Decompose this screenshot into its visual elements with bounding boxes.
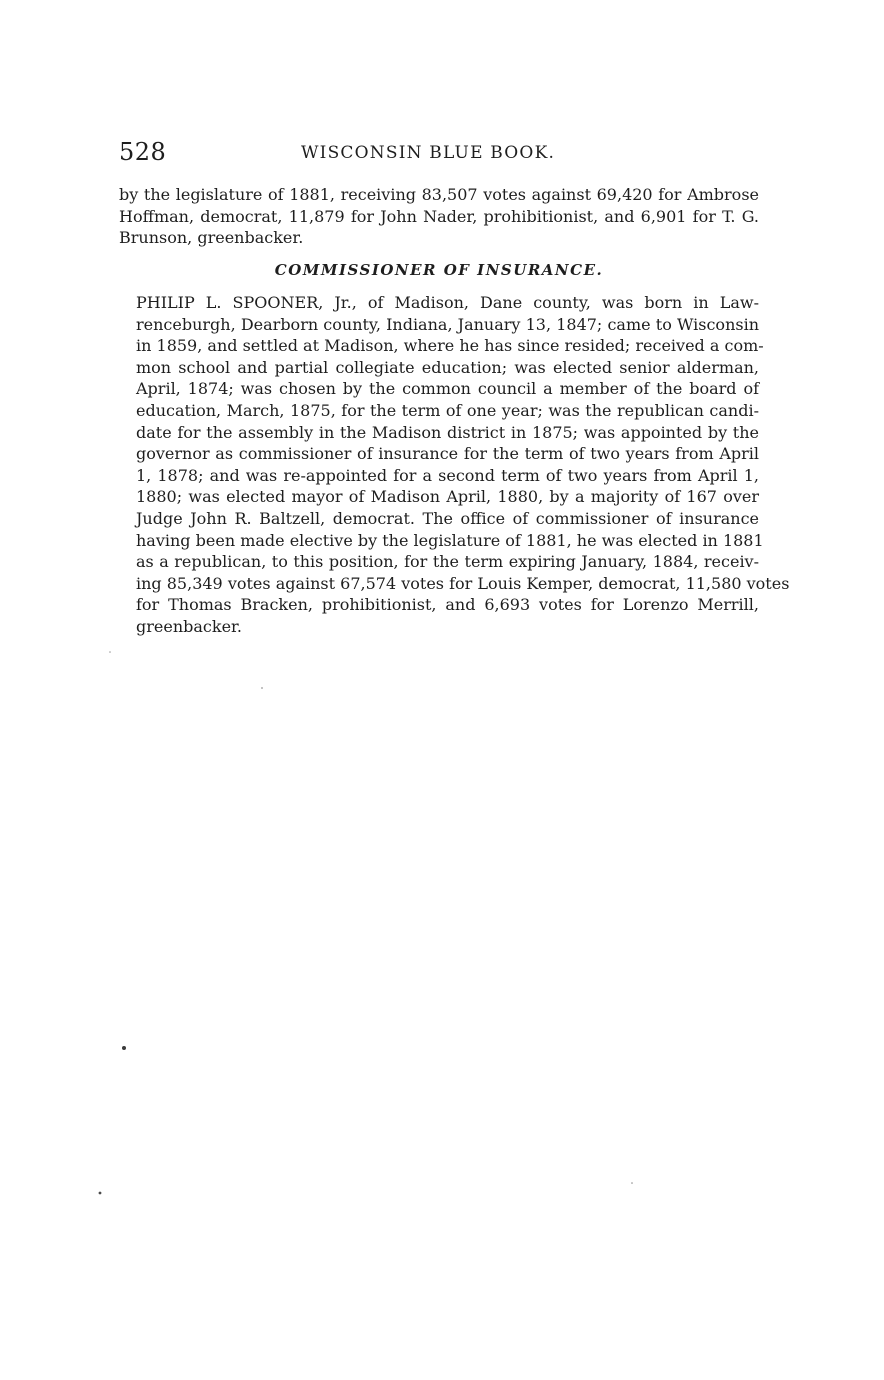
continued-paragraph — [119, 184, 759, 249]
paragraph-line: education, March, 1875, for the term of one year; was the republican candi- — [136, 400, 759, 420]
page-number: 528 — [119, 138, 167, 166]
paragraph-line: renceburgh, Dearborn county, Indiana, January 13, 1847; came to Wisconsin — [136, 314, 759, 334]
paragraph-line: in 1859, and settled at Madison, where he has since resided; received a com- — [136, 336, 764, 356]
paragraph-line: 1, 1878; and was re-appointed for a second term of two years from April 1, — [136, 465, 759, 485]
section-heading: COMMISSIONER OF INSURANCE. — [274, 261, 604, 279]
paragraph-line: date for the assembly in the Madison district in 1875; was appointed by the — [136, 422, 759, 442]
running-title: WISCONSIN BLUE BOOK. — [301, 143, 556, 163]
paragraph-line: ing 85,349 votes against 67,574 votes for Louis Kemper, democrat, 11,580 votes — [136, 573, 790, 593]
paragraph-line: having been made elective by the legislature of 1881, he was elected in 1881 — [136, 530, 764, 550]
paragraph-line: by the legislature of 1881, receiving 83,507 votes against 69,420 for Ambrose — [119, 185, 759, 204]
biography-paragraph — [119, 292, 790, 638]
paragraph-line: Hoffman, democrat, 11,879 for John Nader, prohibitionist, and 6,901 for T. G. — [119, 206, 759, 226]
paragraph-line: governor as commissioner of insurance for the term of two years from April — [136, 444, 759, 464]
page-header — [119, 138, 759, 168]
paragraph-line: as a republican, to this position, for the term expiring January, 1884, receiv- — [136, 552, 759, 572]
paragraph-line: Judge John R. Baltzell, democrat. The office of commissioner of insurance — [136, 508, 759, 528]
paragraph-line: PHILIP L. SPOONER, Jr., of Madison, Dane county, was born in Law- — [136, 293, 759, 312]
paragraph-line: Brunson, greenbacker. — [119, 228, 304, 248]
paragraph-line: for Thomas Bracken, prohibitionist, and 6,693 votes for Lorenzo Merrill, — [136, 595, 759, 615]
paragraph-line: 1880; was elected mayor of Madison April, 1880, by a majority of 167 over — [136, 487, 759, 507]
paragraph-line: mon school and partial collegiate education; was elected senior alderman, — [136, 357, 759, 377]
paragraph-line: April, 1874; was chosen by the common council a member of the board of — [136, 379, 759, 399]
paragraph-line: greenbacker. — [136, 616, 243, 636]
